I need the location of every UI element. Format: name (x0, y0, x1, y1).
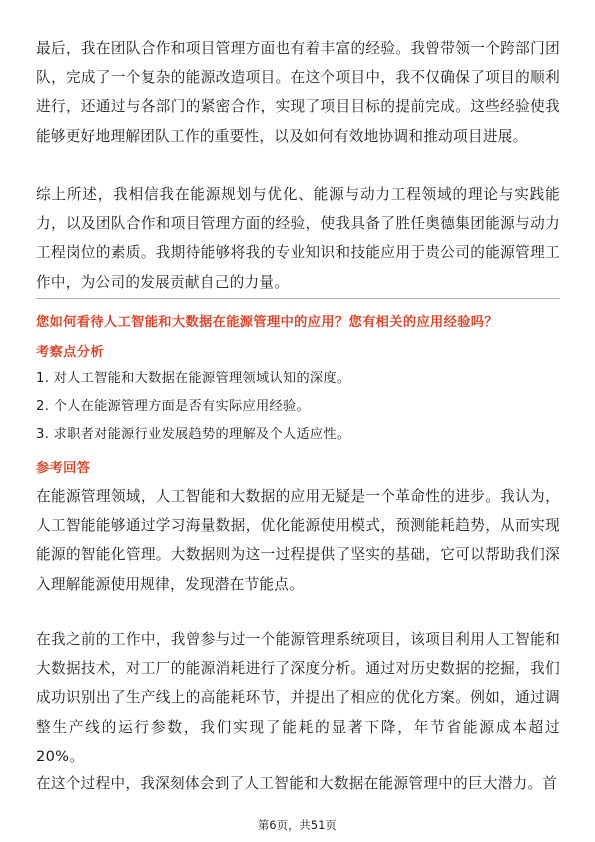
question-title: 您如何看待人工智能和大数据在能源管理中的应用？您有相关的应用经验吗？ (36, 315, 498, 330)
analysis-point: 1. 对人工智能和大数据在能源管理领域认知的深度。 (36, 371, 351, 386)
intro-paragraph: 综上所述，我相信我在能源规划与优化、能源与动力工程领域的理论与实践能力，以及团队合作和项目管理方面的经验，使我具备了胜任奥德集团能源与动力工程岗位的素质。我期待能够将我的专业知识和技能应用于贵公司的能源管理工作中，为公司的发展贡献自己的力量。 (36, 186, 560, 291)
analysis-point: 3. 求职者对能源行业发展趋势的理解及个人适应性。 (36, 427, 351, 442)
answer-paragraph: 在能源管理领域，人工智能和大数据的应用无疑是一个革命性的进步。我认为，人工智能能够通过学习海量数据，优化能源使用模式，预测能耗趋势，从而实现能源的智能化管理。大数据则为这一过程提供了坚实的基础，它可以帮助我们深入理解能源使用规律，发现潜在节能点。 (36, 488, 560, 593)
section-divider (36, 298, 560, 299)
answer-paragraph: 在我之前的工作中，我曾参与过一个能源管理系统项目，该项目利用人工智能和大数据技术，对工厂的能源消耗进行了深度分析。通过对历史数据的挖掘，我们成功识别出了生产线上的高能耗环节，并提出了相应的优化方案。例如，通过调整生产线的运行参数，我们实现了能耗的显著下降，年节省能源成本超过20%。 (36, 631, 560, 765)
analysis-point: 2. 个人在能源管理方面是否有实际应用经验。 (36, 399, 310, 414)
analysis-heading: 考察点分析 (36, 345, 104, 360)
answer-heading: 参考回答 (36, 461, 91, 476)
page-footer: 第6页，共51页 (258, 819, 337, 832)
intro-paragraph: 最后，我在团队合作和项目管理方面也有着丰富的经验。我曾带领一个跨部门团队，完成了一个复杂的能源改造项目。在这个项目中，我不仅确保了项目的顺利进行，还通过与各部门的紧密合作，实现了项目目标的提前完成。这些经验使我能够更好地理解团队工作的重要性，以及如何有效地协调和推动项目进展。 (36, 40, 560, 145)
answer-paragraph: 在这个过程中，我深刻体会到了人工智能和大数据在能源管理中的巨大潜力。首 (36, 775, 558, 792)
